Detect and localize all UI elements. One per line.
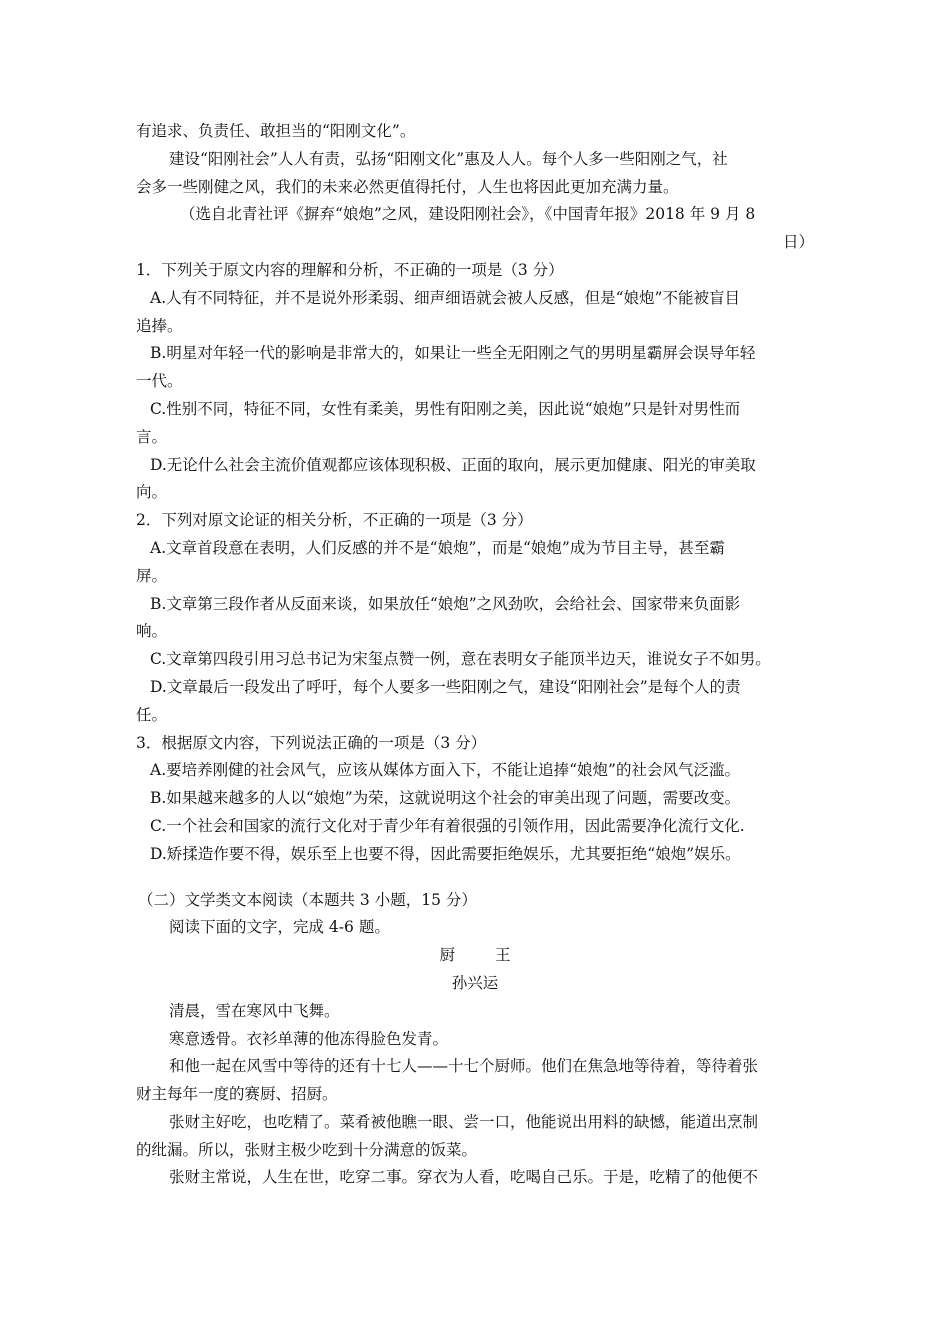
section-heading: （二）文学类文本阅读（本题共 3 小题，15 分） bbox=[138, 890, 477, 909]
paragraph-line: 会多一些刚健之风，我们的未来必然更值得托付，人生也将因此更加充满力量。 bbox=[136, 177, 679, 196]
question-3-option-a: A.要培养刚健的社会风气，应该从媒体方面入下，不能让追捧“娘炮”的社会风气泛滥。 bbox=[150, 761, 740, 780]
question-1-option-a-cont: 追捧。 bbox=[136, 316, 183, 335]
question-2-stem: 2．下列对原文论证的相关分析，不正确的一项是（3 分） bbox=[136, 511, 533, 530]
source-citation: （选自北青社评《摒弃“娘炮”之风，建设阳刚社会》，《中国青年报》2018 年 9 月 8 bbox=[180, 205, 756, 224]
question-2-option-b: B.文章第三段作者从反面来谈，如果放任“娘炮”之风劲吹，会给社会、国家带来负面影 bbox=[150, 594, 741, 613]
question-1-option-b: B.明星对年轻一代的影响是非常大的，如果让一些全无阳刚之气的男明星霸屏会误导年轻 bbox=[150, 344, 756, 363]
question-3-stem: 3．根据原文内容，下列说法正确的一项是（3 分） bbox=[136, 733, 487, 752]
question-1-option-c: C.性别不同，特征不同，女性有柔美，男性有阳刚之美，因此说“娘炮”只是针对男性而 bbox=[150, 399, 741, 418]
question-2-option-b-cont: 响。 bbox=[136, 622, 168, 641]
source-citation-end: 日） bbox=[782, 233, 814, 252]
question-2-option-d: D.文章最后一段发出了呼吁，每个人要多一些阳刚之气，建设“阳刚社会”是每个人的责 bbox=[150, 677, 741, 696]
story-paragraph-cont: 财主每年一度的赛厨、招厨。 bbox=[136, 1085, 338, 1104]
question-1-option-b-cont: 一代。 bbox=[136, 372, 183, 391]
question-2-option-d-cont: 任。 bbox=[136, 705, 168, 724]
question-1-stem: 1．下列关于原文内容的理解和分析，不正确的一项是（3 分） bbox=[136, 260, 564, 279]
question-2-option-c: C.文章第四段引用习总书记为宋玺点赞一例，意在表明女子能顶半边天，谁说女子不如男。 bbox=[150, 650, 771, 669]
paragraph-line: 建设“阳刚社会”人人有责，弘扬“阳刚文化”惠及人人。每个人多一些阳刚之气，社 bbox=[169, 149, 728, 168]
reading-instruction: 阅读下面的文字，完成 4-6 题。 bbox=[169, 918, 390, 937]
question-2-option-a-cont: 屏。 bbox=[136, 566, 168, 585]
question-3-option-b: B.如果越来越多的人以“娘炮”为荣，这就说明这个社会的审美出现了问题，需要改变。 bbox=[150, 789, 741, 808]
question-1-option-d-cont: 向。 bbox=[136, 483, 168, 502]
question-1-option-c-cont: 言。 bbox=[136, 427, 168, 446]
story-paragraph: 张财主好吃，也吃精了。菜肴被他瞧一眼、尝一口，他能说出用料的缺憾，能道出烹制 bbox=[169, 1112, 759, 1131]
section-spacer bbox=[136, 869, 814, 887]
document-page bbox=[136, 118, 814, 1192]
story-paragraph-cont: 的纰漏。所以，张财主极少吃到十分满意的饭菜。 bbox=[136, 1140, 478, 1159]
question-1-option-d: D.无论什么社会主流价值观都应该体现积极、正面的取向，展示更加健康、阳光的审美取 bbox=[150, 455, 756, 474]
question-3-option-d: D.矫揉造作要不得，娱乐至上也要不得，因此需要拒绝娱乐，尤其要拒绝“娘炮”娱乐。 bbox=[150, 844, 741, 863]
story-author: 孙兴运 bbox=[451, 973, 499, 992]
story-paragraph: 张财主常说，人生在世，吃穿二事。穿衣为人看，吃喝自己乐。于是，吃精了的他便不 bbox=[169, 1168, 759, 1187]
story-title: 厨王 bbox=[439, 946, 551, 965]
story-paragraph: 和他一起在风雪中等待的还有十七人——十七个厨师。他们在焦急地等待着，等待着张 bbox=[169, 1057, 759, 1076]
story-paragraph: 清晨，雪在寒风中飞舞。 bbox=[169, 1001, 340, 1020]
story-paragraph: 寒意透骨。衣衫单薄的他冻得脸色发青。 bbox=[169, 1029, 449, 1048]
question-1-option-a: A.人有不同特征，并不是说外形柔弱、细声细语就会被人反感，但是“娘炮”不能被盲目 bbox=[150, 288, 740, 307]
question-2-option-a: A.文章首段意在表明，人们反感的并不是“娘炮”，而是“娘炮”成为节目主导，甚至霸 bbox=[150, 538, 725, 557]
question-3-option-c: C.一个社会和国家的流行文化对于青少年有着很强的引领作用，因此需要净化流行文化. bbox=[150, 816, 745, 835]
paragraph-line: 有追求、负责任、敢担当的“阳刚文化”。 bbox=[136, 122, 416, 140]
